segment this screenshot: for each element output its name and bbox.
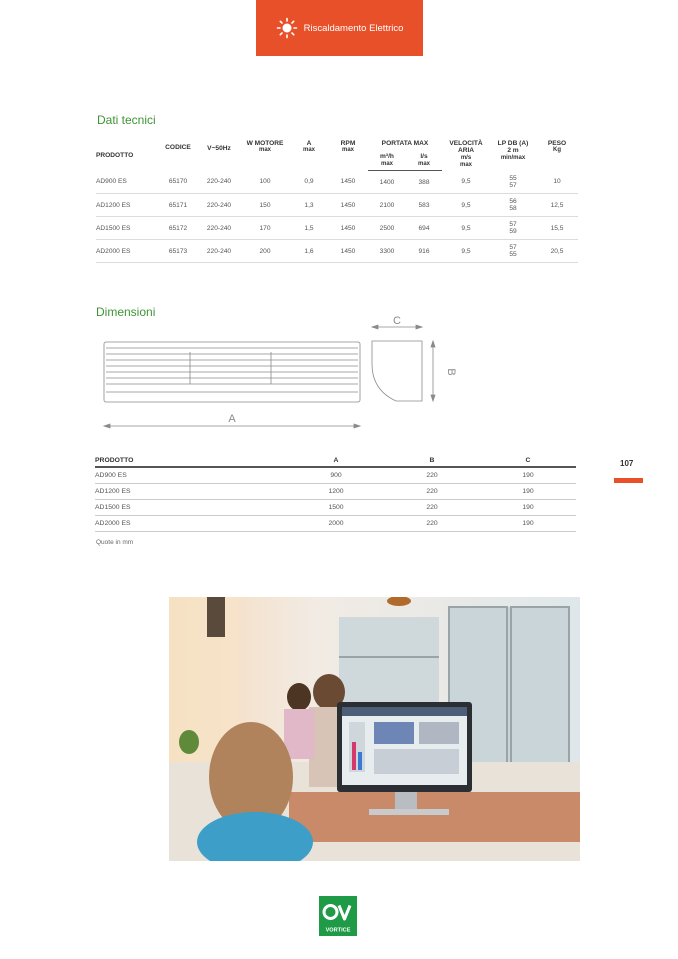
tech-cell-a: 1,5 xyxy=(290,217,328,240)
tech-cell-peso: 12,5 xyxy=(536,194,578,217)
brand-name: VORTICE xyxy=(325,927,351,934)
tech-cell-rpm: 1450 xyxy=(328,194,368,217)
tech-cell-lp: 56 58 xyxy=(490,194,536,217)
tech-cell-codice: 65173 xyxy=(158,240,198,263)
tech-cell-lp: 57 55 xyxy=(490,240,536,263)
tech-cell-codice: 65170 xyxy=(158,171,198,194)
side-view xyxy=(372,341,422,401)
tech-cell-ls: 694 xyxy=(406,217,442,240)
dimension-b xyxy=(431,341,435,401)
dims-cell-c: 190 xyxy=(480,500,576,516)
tech-cell-rpm: 1450 xyxy=(328,217,368,240)
tech-cell-vel: 9,5 xyxy=(442,194,490,217)
tech-cell-peso: 20,5 xyxy=(536,240,578,263)
sun-icon xyxy=(276,17,298,39)
dims-cell-b: 220 xyxy=(384,467,480,484)
dim-label-a: A xyxy=(228,413,236,425)
tech-cell-a: 0,9 xyxy=(290,171,328,194)
tech-cell-ls: 916 xyxy=(406,240,442,263)
tech-table xyxy=(96,140,578,263)
col-lpdb: LP DB (A) 2 m min/max xyxy=(497,140,529,161)
col-peso: PESO Kg xyxy=(547,140,567,154)
tech-cell-m3h: 3300 xyxy=(368,240,406,263)
col-rpm: RPM max xyxy=(340,140,356,154)
col-volt: V~50Hz xyxy=(207,145,231,152)
dims-note: Quote in mm xyxy=(96,539,134,546)
dims-col-prodotto: PRODOTTO xyxy=(95,455,288,467)
dims-cell-b: 220 xyxy=(384,516,480,532)
col-wmotore: W MOTORE max xyxy=(246,140,284,154)
dims-cell-a: 1500 xyxy=(288,500,384,516)
tech-cell-a: 1,3 xyxy=(290,194,328,217)
col-codice: CODICE xyxy=(165,144,191,151)
dimension-drawing xyxy=(100,312,460,434)
dims-col-a: A xyxy=(288,455,384,467)
tech-cell-rpm: 1450 xyxy=(328,171,368,194)
dim-label-b: B xyxy=(445,368,457,376)
tech-heading: Dati tecnici xyxy=(97,113,156,127)
office-photo xyxy=(169,597,580,861)
vortice-logo xyxy=(319,896,357,936)
tech-cell-codice: 65172 xyxy=(158,217,198,240)
section-title: Riscaldamento Elettrico xyxy=(303,22,404,34)
dims-cell-prodotto: AD1200 ES xyxy=(95,484,288,500)
dims-cell-b: 220 xyxy=(384,500,480,516)
dims-cell-c: 190 xyxy=(480,484,576,500)
tech-cell-peso: 10 xyxy=(536,171,578,194)
tech-cell-a: 1,6 xyxy=(290,240,328,263)
dims-cell-a: 2000 xyxy=(288,516,384,532)
dims-table xyxy=(95,455,576,532)
dims-cell-prodotto: AD2000 ES xyxy=(95,516,288,532)
col-prodotto: PRODOTTO xyxy=(96,151,134,159)
tech-cell-volt: 220-240 xyxy=(198,217,240,240)
dims-cell-a: 900 xyxy=(288,467,384,484)
dims-col-c: C xyxy=(480,455,576,467)
tech-cell-ls: 388 xyxy=(406,171,442,194)
tech-cell-volt: 220-240 xyxy=(198,194,240,217)
dims-cell-b: 220 xyxy=(384,484,480,500)
tech-cell-codice: 65171 xyxy=(158,194,198,217)
tech-cell-volt: 220-240 xyxy=(198,240,240,263)
tech-cell-ls: 583 xyxy=(406,194,442,217)
page-accent-bar xyxy=(614,478,643,483)
col-portata: PORTATA MAX xyxy=(381,140,429,147)
tech-cell-m3h: 2500 xyxy=(368,217,406,240)
tech-row xyxy=(96,217,578,240)
tech-cell-prodotto: AD1500 ES xyxy=(96,217,158,240)
dims-heading: Dimensioni xyxy=(96,305,156,319)
tech-cell-w: 170 xyxy=(240,217,290,240)
dims-cell-prodotto: AD1500 ES xyxy=(95,500,288,516)
tech-cell-w: 100 xyxy=(240,171,290,194)
dims-cell-prodotto: AD900 ES xyxy=(95,467,288,484)
tech-cell-w: 200 xyxy=(240,240,290,263)
tech-cell-m3h: 1400 xyxy=(368,171,406,194)
dim-label-c: C xyxy=(393,315,401,327)
tech-cell-w: 150 xyxy=(240,194,290,217)
tech-cell-vel: 9,5 xyxy=(442,171,490,194)
dims-cell-c: 190 xyxy=(480,467,576,484)
tech-cell-lp: 55 57 xyxy=(490,171,536,194)
tech-cell-vel: 9,5 xyxy=(442,240,490,263)
col-velocita: VELOCITÀ ARIA m/s max xyxy=(449,140,483,169)
tech-cell-volt: 220-240 xyxy=(198,171,240,194)
tech-cell-rpm: 1450 xyxy=(328,240,368,263)
tech-cell-m3h: 2100 xyxy=(368,194,406,217)
dims-row xyxy=(95,467,576,484)
dims-cell-a: 1200 xyxy=(288,484,384,500)
tech-cell-prodotto: AD1200 ES xyxy=(96,194,158,217)
tech-cell-vel: 9,5 xyxy=(442,217,490,240)
tech-cell-prodotto: AD900 ES xyxy=(96,171,158,194)
tech-row xyxy=(96,194,578,217)
section-header-tab xyxy=(256,0,423,56)
page-number: 107 xyxy=(620,459,634,468)
dims-row xyxy=(95,500,576,516)
tech-row xyxy=(96,171,578,194)
dims-col-b: B xyxy=(384,455,480,467)
front-view xyxy=(104,342,360,402)
dims-row xyxy=(95,484,576,500)
tech-row xyxy=(96,240,578,263)
tech-cell-lp: 57 59 xyxy=(490,217,536,240)
dims-cell-c: 190 xyxy=(480,516,576,532)
dims-row xyxy=(95,516,576,532)
tech-cell-peso: 15,5 xyxy=(536,217,578,240)
tech-cell-prodotto: AD2000 ES xyxy=(96,240,158,263)
col-amp: A max xyxy=(302,140,315,154)
col-ls: l/s max xyxy=(406,147,442,170)
col-m3h: m³/h max xyxy=(368,147,406,170)
